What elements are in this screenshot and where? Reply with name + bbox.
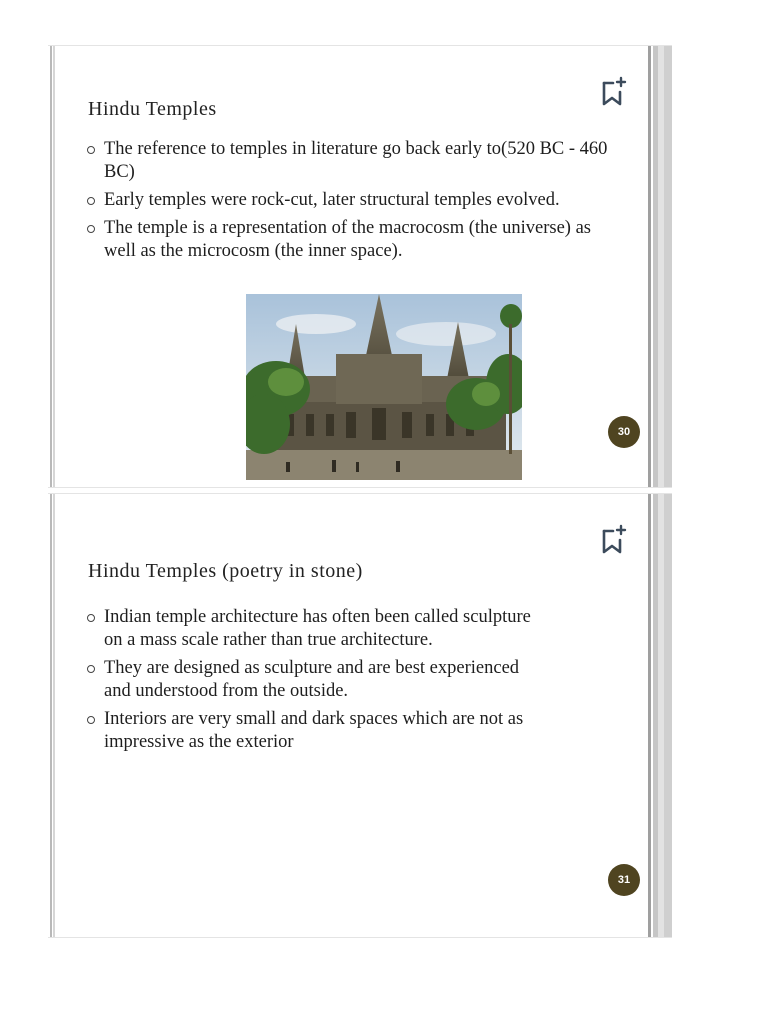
slide-right-border <box>646 494 672 937</box>
page-number-badge: 31 <box>608 864 640 896</box>
slide-title: Hindu Temples (poetry in stone) <box>88 560 363 582</box>
bullet-item: Early temples were rock-cut, later structural temples evolved. <box>84 189 624 212</box>
bullet-item: The reference to temples in literature go back early to(520 BC - 460 BC) <box>84 138 624 184</box>
slide-30 <box>48 45 672 488</box>
bullet-item: Indian temple architecture has often been called sculpture on a mass scale rather than true architecture. <box>84 606 544 652</box>
slide-31 <box>48 493 672 938</box>
slide-title: Hindu Temples <box>88 98 217 120</box>
bookmark-add-icon[interactable] <box>600 76 628 108</box>
slide-left-border <box>48 494 56 937</box>
bullet-list <box>84 606 544 759</box>
slide-right-border <box>646 46 672 487</box>
bullet-item: Interiors are very small and dark spaces which are not as impressive as the exterior <box>84 708 544 754</box>
bookmark-add-icon[interactable] <box>600 524 628 556</box>
bullet-item: They are designed as sculpture and are best experienced and understood from the outside. <box>84 657 544 703</box>
angkor-temple-photo <box>246 294 522 480</box>
page-number-badge: 30 <box>608 416 640 448</box>
slide-left-border <box>48 46 56 487</box>
bullet-item: The temple is a representation of the macrocosm (the universe) as well as the microcosm (the inner space). <box>84 217 624 263</box>
bullet-list <box>84 138 624 268</box>
